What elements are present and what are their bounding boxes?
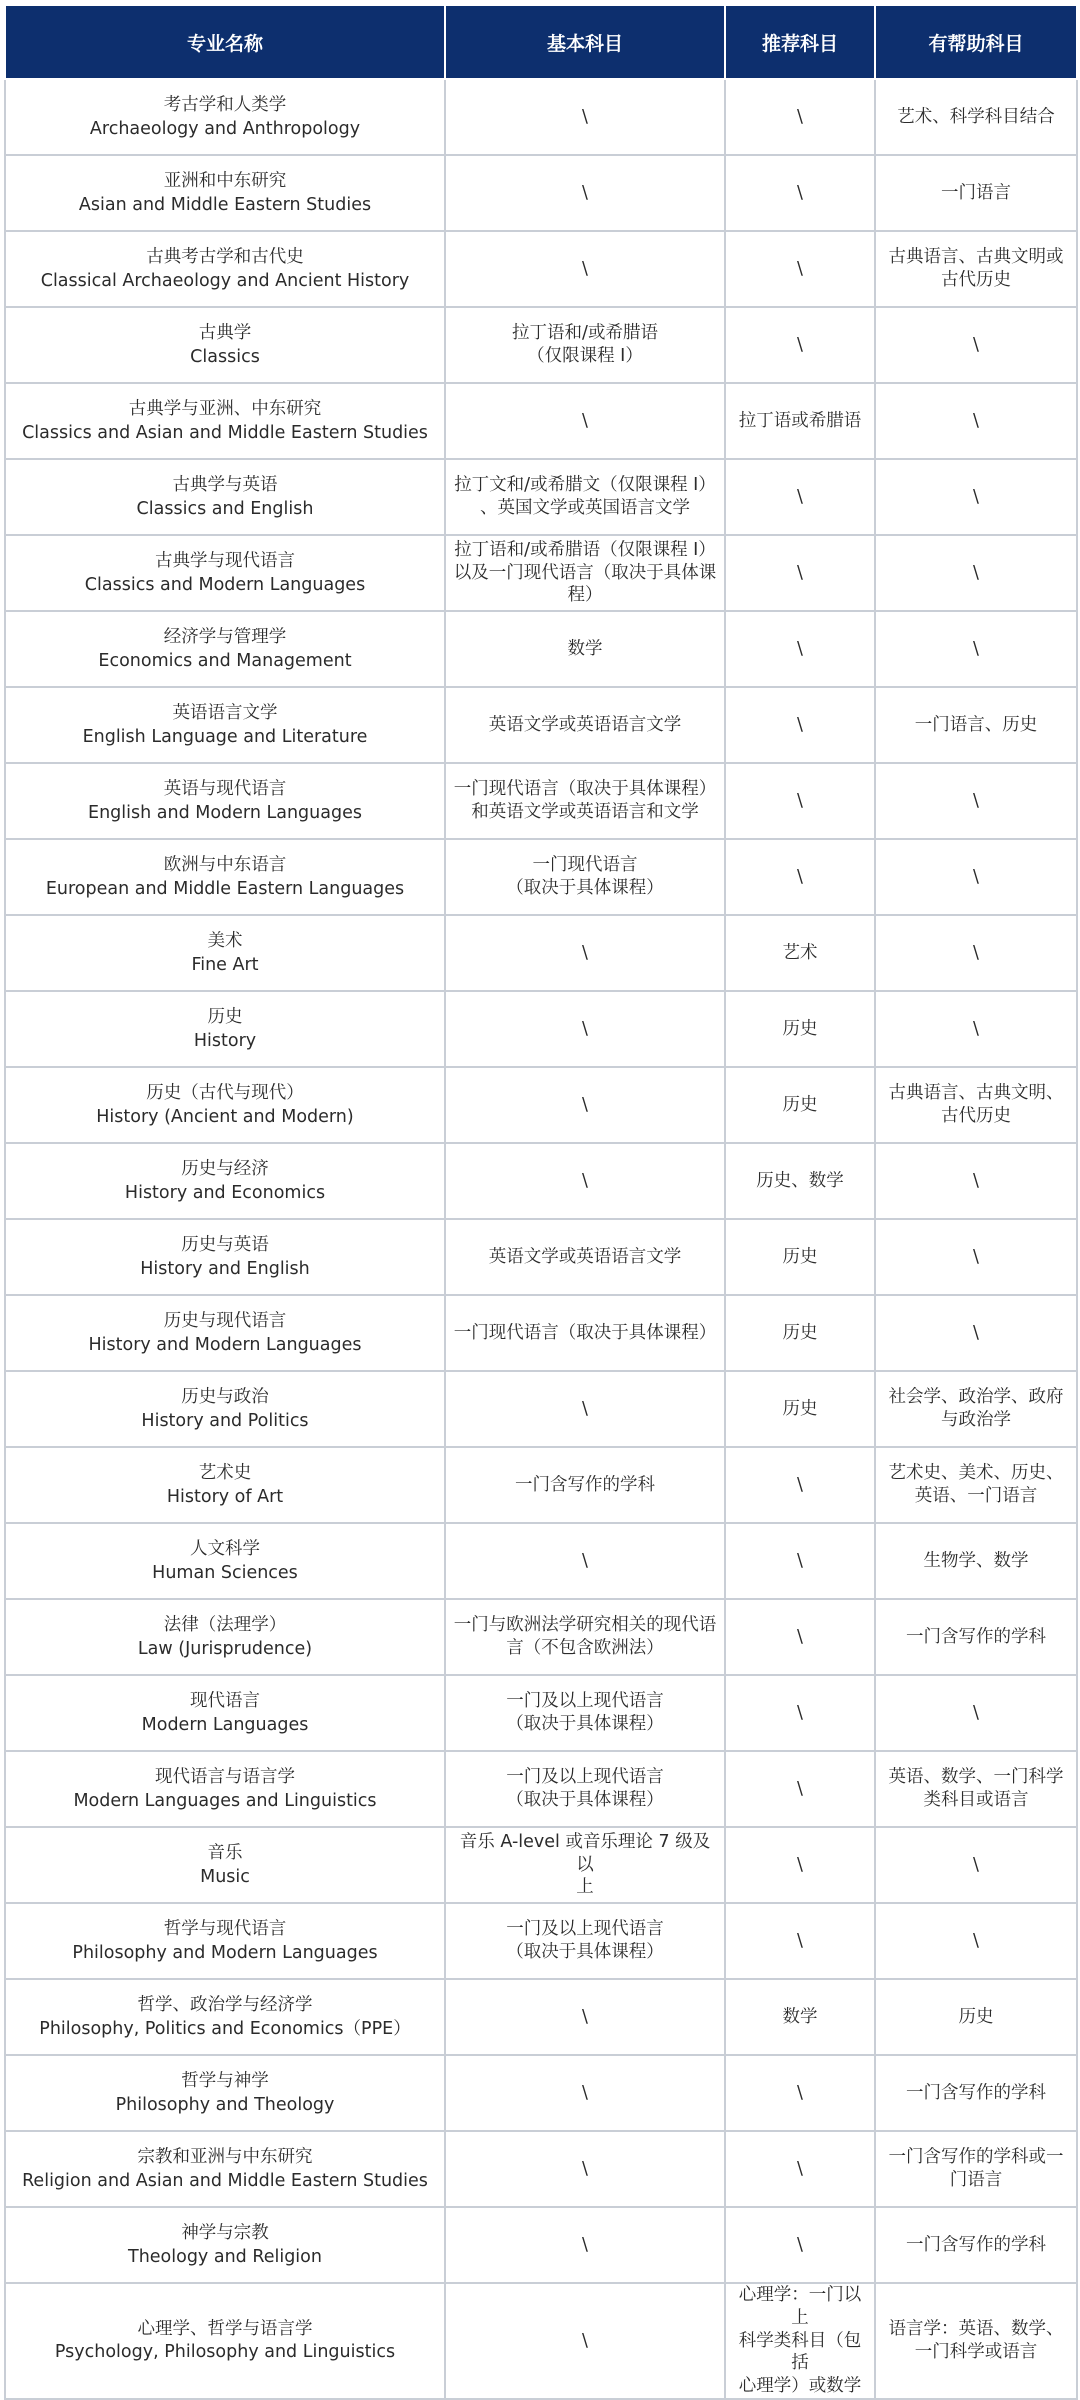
major-name-cell: [5, 2283, 445, 2399]
helpful-subjects-cell: \: [875, 1295, 1077, 1371]
major-name-cell: [5, 1979, 445, 2055]
table-row: [5, 2131, 1077, 2207]
basic-subjects-cell: 拉丁文和/或希腊文（仅限课程 I） 、英国文学或英国语言文学: [445, 459, 725, 535]
helpful-subjects-cell: 一门语言、历史: [875, 687, 1077, 763]
subject-requirements-table: [4, 4, 1078, 2400]
basic-subjects-cell: 一门及以上现代语言 （取决于具体课程）: [445, 1903, 725, 1979]
major-name-cell: [5, 1447, 445, 1523]
major-name-cell: [5, 763, 445, 839]
major-name-cell: [5, 535, 445, 611]
major-name-en: Asian and Middle Eastern Studies: [78, 194, 372, 215]
table-row: [5, 155, 1077, 231]
helpful-subjects-cell: 艺术、科学科目结合: [875, 79, 1077, 155]
table-row: [5, 383, 1077, 459]
major-name-cell: [5, 231, 445, 307]
major-name-zh: 艺术史: [198, 1462, 252, 1483]
table-row: [5, 2283, 1077, 2399]
helpful-subjects-cell: \: [875, 1219, 1077, 1295]
major-name-en: Philosophy and Modern Languages: [72, 1942, 378, 1963]
major-name-zh: 人文科学: [190, 1538, 260, 1559]
table-row: [5, 1903, 1077, 1979]
major-name-cell: [5, 1751, 445, 1827]
basic-subjects-cell: \: [445, 231, 725, 307]
major-name-cell: [5, 1371, 445, 1447]
helpful-subjects-cell: 生物学、数学: [875, 1523, 1077, 1599]
major-name-en: Psychology, Philosophy and Linguistics: [54, 2342, 396, 2363]
major-name-en: History and English: [140, 1258, 310, 1279]
major-name-en: History and Politics: [141, 1410, 309, 1431]
basic-subjects-cell: \: [445, 79, 725, 155]
major-name-cell: [5, 1295, 445, 1371]
basic-subjects-cell: 一门含写作的学科: [445, 1447, 725, 1523]
table-row: [5, 687, 1077, 763]
major-name-cell: [5, 611, 445, 687]
basic-subjects-cell: \: [445, 915, 725, 991]
helpful-subjects-cell: 古典语言、古典文明或 古代历史: [875, 231, 1077, 307]
major-name-cell: [5, 839, 445, 915]
helpful-subjects-cell: \: [875, 763, 1077, 839]
major-name-zh: 哲学与神学: [181, 2070, 269, 2091]
major-name-zh: 现代语言与语言学: [155, 1766, 295, 1787]
major-name-zh: 音乐: [207, 1842, 243, 1863]
major-name-zh: 哲学、政治学与经济学: [137, 1994, 313, 2015]
major-name-en: Archaeology and Anthropology: [89, 118, 361, 139]
helpful-subjects-cell: \: [875, 991, 1077, 1067]
recommended-subjects-cell: \: [725, 2131, 875, 2207]
major-name-en: Law (Jurisprudence): [137, 1638, 313, 1659]
major-name-cell: [5, 307, 445, 383]
table-header-row: [5, 5, 1077, 79]
recommended-subjects-cell: \: [725, 2207, 875, 2283]
major-name-zh: 现代语言: [190, 1690, 260, 1711]
basic-subjects-cell: \: [445, 155, 725, 231]
major-name-en: Music: [200, 1866, 250, 1887]
major-name-zh: 历史（古代与现代）: [146, 1082, 304, 1103]
table-row: [5, 459, 1077, 535]
major-name-cell: [5, 1143, 445, 1219]
header-basic-subjects: 基本科目: [445, 5, 725, 79]
table-row: [5, 535, 1077, 611]
major-name-zh: 哲学与现代语言: [163, 1918, 287, 1939]
major-name-en: Classics and English: [136, 498, 314, 519]
helpful-subjects-cell: 语言学：英语、数学、 一门科学或语言: [875, 2283, 1077, 2399]
major-name-zh: 神学与宗教: [181, 2222, 269, 2243]
table-row: [5, 915, 1077, 991]
helpful-subjects-cell: \: [875, 307, 1077, 383]
major-name-en: Fine Art: [191, 954, 259, 975]
helpful-subjects-cell: 艺术史、美术、历史、 英语、一门语言: [875, 1447, 1077, 1523]
major-name-en: English Language and Literature: [82, 726, 368, 747]
major-name-cell: [5, 459, 445, 535]
table-row: [5, 611, 1077, 687]
helpful-subjects-cell: \: [875, 535, 1077, 611]
major-name-cell: [5, 1219, 445, 1295]
table-row: [5, 763, 1077, 839]
header-recommended-subjects: 推荐科目: [725, 5, 875, 79]
helpful-subjects-cell: 社会学、政治学、政府 与政治学: [875, 1371, 1077, 1447]
recommended-subjects-cell: \: [725, 155, 875, 231]
helpful-subjects-cell: \: [875, 611, 1077, 687]
recommended-subjects-cell: \: [725, 79, 875, 155]
major-name-en: Economics and Management: [98, 650, 352, 671]
major-name-en: English and Modern Languages: [88, 802, 362, 823]
recommended-subjects-cell: \: [725, 1599, 875, 1675]
table-row: [5, 839, 1077, 915]
major-name-en: Religion and Asian and Middle Eastern Studies: [22, 2170, 428, 2191]
major-name-en: History (Ancient and Modern): [96, 1106, 354, 1127]
recommended-subjects-cell: 历史: [725, 1371, 875, 1447]
recommended-subjects-cell: 数学: [725, 1979, 875, 2055]
basic-subjects-cell: 音乐 A-level 或音乐理论 7 级及以 上: [445, 1827, 725, 1903]
major-name-en: Theology and Religion: [128, 2246, 322, 2267]
basic-subjects-cell: 一门及以上现代语言 （取决于具体课程）: [445, 1751, 725, 1827]
recommended-subjects-cell: \: [725, 839, 875, 915]
table-body: [5, 79, 1077, 2399]
major-name-zh: 历史: [207, 1006, 243, 1027]
helpful-subjects-cell: 一门语言: [875, 155, 1077, 231]
table-row: [5, 231, 1077, 307]
helpful-subjects-cell: \: [875, 1827, 1077, 1903]
major-name-zh: 古典学与英语: [172, 474, 278, 495]
major-name-zh: 法律（法理学）: [163, 1614, 287, 1635]
major-name-cell: [5, 1067, 445, 1143]
major-name-cell: [5, 2131, 445, 2207]
recommended-subjects-cell: \: [725, 1447, 875, 1523]
major-name-zh: 英语与现代语言: [163, 778, 287, 799]
major-name-zh: 历史与现代语言: [163, 1310, 287, 1331]
major-name-cell: [5, 79, 445, 155]
table-row: [5, 1599, 1077, 1675]
helpful-subjects-cell: 古典语言、古典文明、 古代历史: [875, 1067, 1077, 1143]
major-name-cell: [5, 383, 445, 459]
helpful-subjects-cell: \: [875, 839, 1077, 915]
major-name-zh: 古典考古学和古代史: [146, 246, 304, 267]
table-row: [5, 1371, 1077, 1447]
major-name-cell: [5, 1523, 445, 1599]
major-name-zh: 历史与政治: [181, 1386, 269, 1407]
table-row: [5, 1219, 1077, 1295]
major-name-cell: [5, 1675, 445, 1751]
major-name-zh: 历史与英语: [181, 1234, 269, 1255]
recommended-subjects-cell: \: [725, 1827, 875, 1903]
helpful-subjects-cell: 一门含写作的学科: [875, 2207, 1077, 2283]
basic-subjects-cell: 拉丁语和/或希腊语（仅限课程 I） 以及一门现代语言（取决于具体课 程）: [445, 535, 725, 611]
major-name-zh: 英语语言文学: [172, 702, 278, 723]
recommended-subjects-cell: 历史、数学: [725, 1143, 875, 1219]
basic-subjects-cell: \: [445, 2055, 725, 2131]
recommended-subjects-cell: \: [725, 687, 875, 763]
major-name-zh: 古典学与亚洲、中东研究: [128, 398, 322, 419]
helpful-subjects-cell: \: [875, 1143, 1077, 1219]
helpful-subjects-cell: \: [875, 1903, 1077, 1979]
major-name-en: Modern Languages and Linguistics: [73, 1790, 377, 1811]
basic-subjects-cell: 数学: [445, 611, 725, 687]
basic-subjects-cell: 英语文学或英语语言文学: [445, 687, 725, 763]
major-name-en: History of Art: [166, 1486, 284, 1507]
major-name-cell: [5, 687, 445, 763]
major-name-zh: 古典学与现代语言: [155, 550, 295, 571]
recommended-subjects-cell: \: [725, 307, 875, 383]
helpful-subjects-cell: \: [875, 459, 1077, 535]
basic-subjects-cell: \: [445, 1143, 725, 1219]
helpful-subjects-cell: \: [875, 383, 1077, 459]
table-row: [5, 1143, 1077, 1219]
recommended-subjects-cell: \: [725, 1751, 875, 1827]
major-name-en: History and Modern Languages: [88, 1334, 362, 1355]
major-name-cell: [5, 915, 445, 991]
recommended-subjects-cell: \: [725, 535, 875, 611]
table-row: [5, 79, 1077, 155]
basic-subjects-cell: 英语文学或英语语言文学: [445, 1219, 725, 1295]
table-row: [5, 1979, 1077, 2055]
major-name-cell: [5, 2055, 445, 2131]
basic-subjects-cell: \: [445, 2283, 725, 2399]
major-name-zh: 美术: [207, 930, 243, 951]
basic-subjects-cell: 一门现代语言 （取决于具体课程）: [445, 839, 725, 915]
basic-subjects-cell: \: [445, 383, 725, 459]
basic-subjects-cell: \: [445, 1979, 725, 2055]
table-row: [5, 307, 1077, 383]
major-name-en: History and Economics: [124, 1182, 326, 1203]
table-row: [5, 1295, 1077, 1371]
major-name-en: Classics and Asian and Middle Eastern Studies: [22, 422, 428, 443]
table-row: [5, 2207, 1077, 2283]
major-name-cell: [5, 1827, 445, 1903]
major-name-zh: 考古学和人类学: [163, 94, 287, 115]
recommended-subjects-cell: 历史: [725, 1067, 875, 1143]
helpful-subjects-cell: 一门含写作的学科: [875, 1599, 1077, 1675]
basic-subjects-cell: \: [445, 1371, 725, 1447]
major-name-zh: 欧洲与中东语言: [163, 854, 287, 875]
basic-subjects-cell: \: [445, 991, 725, 1067]
major-name-cell: [5, 991, 445, 1067]
major-name-cell: [5, 1903, 445, 1979]
major-name-zh: 历史与经济: [181, 1158, 269, 1179]
major-name-en: European and Middle Eastern Languages: [45, 878, 405, 899]
basic-subjects-cell: \: [445, 2207, 725, 2283]
basic-subjects-cell: 一门及以上现代语言 （取决于具体课程）: [445, 1675, 725, 1751]
major-name-en: Human Sciences: [152, 1562, 298, 1583]
recommended-subjects-cell: 拉丁语或希腊语: [725, 383, 875, 459]
major-name-en: Modern Languages: [141, 1714, 309, 1735]
helpful-subjects-cell: 英语、数学、一门科学 类科目或语言: [875, 1751, 1077, 1827]
recommended-subjects-cell: \: [725, 459, 875, 535]
basic-subjects-cell: \: [445, 1067, 725, 1143]
helpful-subjects-cell: 一门含写作的学科: [875, 2055, 1077, 2131]
recommended-subjects-cell: \: [725, 1675, 875, 1751]
header-helpful-subjects: 有帮助科目: [875, 5, 1077, 79]
major-name-zh: 古典学: [198, 322, 252, 343]
recommended-subjects-cell: 历史: [725, 1219, 875, 1295]
recommended-subjects-cell: \: [725, 611, 875, 687]
recommended-subjects-cell: 历史: [725, 1295, 875, 1371]
major-name-zh: 经济学与管理学: [163, 626, 287, 647]
table-row: [5, 1751, 1077, 1827]
basic-subjects-cell: 一门与欧洲法学研究相关的现代语 言（不包含欧洲法）: [445, 1599, 725, 1675]
major-name-en: Philosophy, Politics and Economics（PPE）: [39, 2018, 411, 2039]
basic-subjects-cell: 一门现代语言（取决于具体课程）: [445, 1295, 725, 1371]
table-row: [5, 991, 1077, 1067]
recommended-subjects-cell: 艺术: [725, 915, 875, 991]
table-row: [5, 2055, 1077, 2131]
helpful-subjects-cell: 一门含写作的学科或一 门语言: [875, 2131, 1077, 2207]
recommended-subjects-cell: \: [725, 231, 875, 307]
table-row: [5, 1067, 1077, 1143]
basic-subjects-cell: \: [445, 2131, 725, 2207]
basic-subjects-cell: \: [445, 1523, 725, 1599]
major-name-en: Classical Archaeology and Ancient History: [40, 270, 410, 291]
helpful-subjects-cell: 历史: [875, 1979, 1077, 2055]
table-row: [5, 1827, 1077, 1903]
recommended-subjects-cell: \: [725, 2055, 875, 2131]
helpful-subjects-cell: \: [875, 915, 1077, 991]
recommended-subjects-cell: \: [725, 763, 875, 839]
recommended-subjects-cell: \: [725, 1523, 875, 1599]
recommended-subjects-cell: 心理学：一门以上 科学类科目（包括 心理学）或数学: [725, 2283, 875, 2399]
major-name-en: Philosophy and Theology: [115, 2094, 335, 2115]
major-name-zh: 心理学、哲学与语言学: [137, 2318, 313, 2339]
table-row: [5, 1675, 1077, 1751]
major-name-en: History: [193, 1030, 257, 1051]
header-major-name: 专业名称: [5, 5, 445, 79]
major-name-cell: [5, 155, 445, 231]
table-row: [5, 1447, 1077, 1523]
helpful-subjects-cell: \: [875, 1675, 1077, 1751]
major-name-cell: [5, 2207, 445, 2283]
basic-subjects-cell: 一门现代语言（取决于具体课程） 和英语文学或英语语言和文学: [445, 763, 725, 839]
recommended-subjects-cell: 历史: [725, 991, 875, 1067]
table-row: [5, 1523, 1077, 1599]
major-name-en: Classics: [190, 346, 260, 367]
major-name-en: Classics and Modern Languages: [84, 574, 366, 595]
major-name-cell: [5, 1599, 445, 1675]
recommended-subjects-cell: \: [725, 1903, 875, 1979]
major-name-zh: 亚洲和中东研究: [163, 170, 287, 191]
major-name-zh: 宗教和亚洲与中东研究: [137, 2146, 313, 2167]
basic-subjects-cell: 拉丁语和/或希腊语 （仅限课程 I）: [445, 307, 725, 383]
